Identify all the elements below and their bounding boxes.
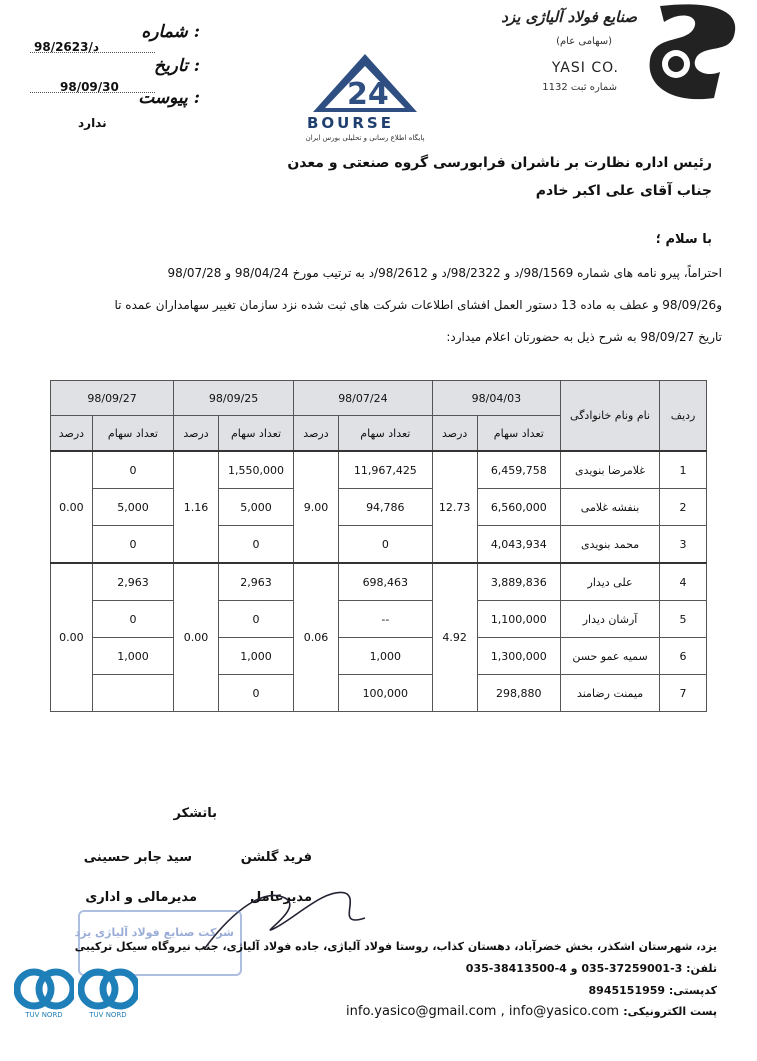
row-index: 6 (660, 638, 707, 675)
bourse-mark-icon (295, 52, 435, 116)
shares-period-4: 5,000 (92, 489, 173, 526)
percent-period-1: 4.92 (432, 563, 477, 712)
recipient-line1: رئیس اداره نظارت بر ناشران فرابورسی گروه صنعتی و معدن (287, 155, 712, 171)
shareholders-table (50, 380, 707, 712)
shares-period-1: 1,300,000 (477, 638, 560, 675)
letter-date-label: تاریخ : (153, 56, 200, 76)
table-row (51, 526, 707, 564)
subheader-percent: درصد (294, 416, 339, 452)
tuv-badge-2: TUV NORD (78, 965, 138, 1025)
table-row (51, 675, 707, 712)
shares-period-3: 0 (218, 675, 293, 712)
subheader-shares: تعداد سهام (338, 416, 432, 452)
holder-name: غلامرضا بنویدی (561, 451, 660, 489)
footer-email[interactable]: info.yasico@gmail.com , info@yasico.com (346, 1004, 620, 1019)
letter-date-value: 98/09/30 (60, 80, 119, 94)
shares-period-2: 94,786 (338, 489, 432, 526)
closing-thanks: باتشکر (173, 806, 217, 821)
percent-period-2: 0.06 (294, 563, 339, 712)
tuv-badge-icon (78, 965, 138, 1015)
shares-period-2: 11,967,425 (338, 451, 432, 489)
letter-number-value: د/98/2623 (34, 40, 100, 54)
footer-email-label: پست الکترونیکی: (623, 1005, 717, 1018)
shares-period-3: 0 (218, 526, 293, 564)
shares-period-2: 0 (338, 526, 432, 564)
shares-period-3: 2,963 (218, 563, 293, 601)
shares-period-1: 3,889,836 (477, 563, 560, 601)
company-name-en: YASI CO. (551, 60, 619, 76)
header-period-2: 98/07/24 (294, 381, 433, 416)
letter-number-label: شماره : (141, 22, 200, 42)
letter-date-row (30, 56, 200, 94)
percent-period-2: 9.00 (294, 451, 339, 563)
table-row (51, 451, 707, 489)
shares-period-4: 0 (92, 451, 173, 489)
bourse-logo (295, 52, 435, 152)
footer-postal: کدپستی: 8945151959 (588, 984, 717, 997)
shares-period-2: 698,463 (338, 563, 432, 601)
row-index: 7 (660, 675, 707, 712)
footer-address: یزد، شهرستان اشکذر، بخش خضرآباد، دهستان کذاب، روستا فولاد آلیاژی، جاده فولاد آلیاژی، جنب نیروگاه سیکل ترکیبی (74, 940, 717, 953)
row-index: 4 (660, 563, 707, 601)
holder-name: آرشان دیدار (561, 601, 660, 638)
body-line-2: و98/09/26 و عطف به ماده 13 دستور العمل افشای اطلاعات شرکت های ثبت شده نزد سازمان تغییر سهامداران عمده تا (114, 298, 722, 312)
shares-period-1: 6,560,000 (477, 489, 560, 526)
percent-period-4: 0.00 (51, 563, 93, 712)
subheader-percent: درصد (174, 416, 219, 452)
shares-period-4 (92, 675, 173, 712)
yasi-mark-icon (642, 0, 747, 105)
svg-text:24: 24 (347, 77, 389, 112)
bourse-subtitle: پایگاه اطلاع رسانی و تحلیلی بورس ایران (305, 134, 425, 142)
shares-period-2: -- (338, 601, 432, 638)
holder-name: بنفشه غلامی (561, 489, 660, 526)
percent-period-1: 12.73 (432, 451, 477, 563)
subheader-shares: تعداد سهام (92, 416, 173, 452)
signer-2-name: سید جابر حسینی (83, 850, 192, 865)
letter-attachment-row (30, 88, 200, 130)
percent-period-4: 0.00 (51, 451, 93, 563)
body-line-1: احتراماً، پیرو نامه های شماره 98/1569/د و 98/2322/د و 98/2612/د به ترتیب مورخ 98/04/24 و 98/07/28 (167, 266, 722, 280)
company-logo (497, 0, 747, 110)
shares-period-1: 1,100,000 (477, 601, 560, 638)
subheader-shares: تعداد سهام (477, 416, 560, 452)
shares-period-3: 0 (218, 601, 293, 638)
row-index: 2 (660, 489, 707, 526)
signer-1-title: مدیرعامل (250, 890, 312, 905)
subheader-shares: تعداد سهام (218, 416, 293, 452)
tuv-badge-icon (14, 965, 74, 1015)
letter-attachment-label: پیوست : (138, 88, 200, 108)
shares-period-1: 298,880 (477, 675, 560, 712)
table-row (51, 638, 707, 675)
company-type: (سهامی عام) (556, 36, 612, 47)
bourse-wordmark: BOURSE (307, 114, 394, 132)
shares-period-4: 1,000 (92, 638, 173, 675)
greeting: با سلام ؛ (655, 232, 712, 247)
row-index: 1 (660, 451, 707, 489)
table-row (51, 489, 707, 526)
subheader-percent: درصد (51, 416, 93, 452)
percent-period-3: 0.00 (174, 563, 219, 712)
shares-period-4: 0 (92, 601, 173, 638)
seal-text: شرکت صنایع فولاد آلیاژی یزد (74, 926, 234, 939)
header-row-index: ردیف (660, 381, 707, 452)
row-index: 3 (660, 526, 707, 564)
letter-attachment-value: ندارد (78, 116, 107, 130)
table-row (51, 601, 707, 638)
shares-period-3: 1,000 (218, 638, 293, 675)
holder-name: محمد بنویدی (561, 526, 660, 564)
tuv-badge-1: TUV NORD (14, 965, 74, 1025)
percent-period-3: 1.16 (174, 451, 219, 563)
company-name-fa: صنایع فولاد آلیاژی یزد (501, 8, 637, 26)
shares-period-1: 6,459,758 (477, 451, 560, 489)
letter-number-row (30, 22, 200, 54)
shares-period-4: 2,963 (92, 563, 173, 601)
shares-period-2: 1,000 (338, 638, 432, 675)
table-row (51, 563, 707, 601)
shares-period-3: 5,000 (218, 489, 293, 526)
row-index: 5 (660, 601, 707, 638)
footer-email-row (267, 1004, 717, 1019)
shares-period-3: 1,550,000 (218, 451, 293, 489)
company-registration: شماره ثبت 1132 (542, 82, 617, 93)
signer-2-title: مدیرمالی و اداری (85, 890, 197, 905)
header-full-name: نام ونام خانوادگی (561, 381, 660, 452)
header-period-3: 98/09/25 (174, 381, 294, 416)
shares-period-2: 100,000 (338, 675, 432, 712)
shares-period-1: 4,043,934 (477, 526, 560, 564)
holder-name: میمنت رضامند (561, 675, 660, 712)
holder-name: علی دیدار (561, 563, 660, 601)
footer-phone: تلفن: 3-37259001-035 و 4-38413500-035 (465, 962, 717, 975)
header-period-1: 98/04/03 (432, 381, 560, 416)
recipient-line2: جناب آقای علی اکبر خادم (535, 183, 712, 199)
body-line-3: تاریخ 98/09/27 به شرح ذیل به حضورتان اعلام میدارد: (446, 330, 722, 344)
shares-period-4: 0 (92, 526, 173, 564)
subheader-percent: درصد (432, 416, 477, 452)
holder-name: سمیه عمو حسن (561, 638, 660, 675)
signer-1-name: فرید گلشن (240, 850, 312, 865)
header-period-4: 98/09/27 (51, 381, 174, 416)
